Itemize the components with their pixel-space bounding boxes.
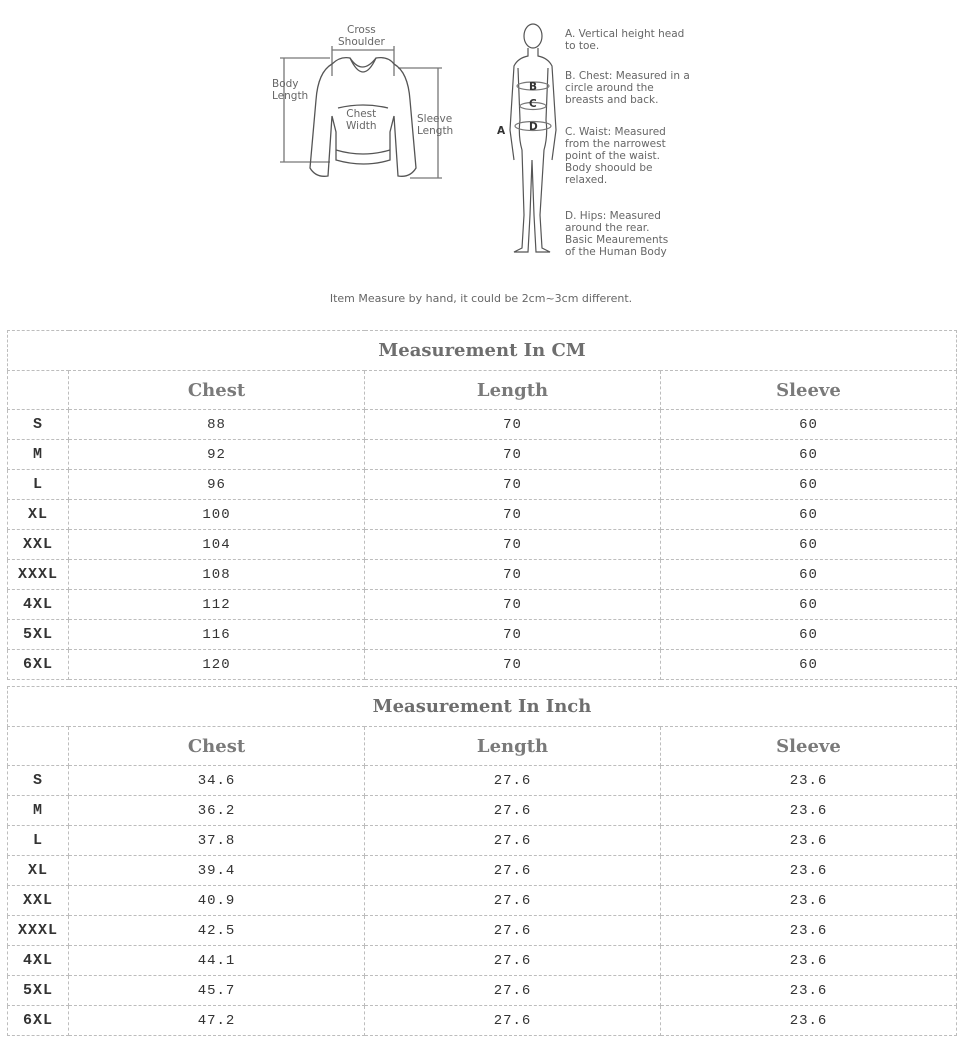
note-d-text: D. Hips: Measured around the rear. Basic Meaurements of the Human Body xyxy=(565,210,669,258)
marker-a: A xyxy=(497,125,506,137)
size-label: XL xyxy=(8,500,69,530)
chest-value: 40.9 xyxy=(69,886,365,916)
measure-note: Item Measure by hand, it could be 2cm~3cm different. xyxy=(329,292,633,305)
sleeve-value: 60 xyxy=(661,560,957,590)
table-row xyxy=(8,796,957,826)
length-value: 27.6 xyxy=(365,916,661,946)
table-row xyxy=(8,410,957,440)
size-label: XXL xyxy=(8,530,69,560)
sleeve-value: 23.6 xyxy=(661,916,957,946)
size-label: L xyxy=(8,826,69,856)
chest-value: 42.5 xyxy=(69,916,365,946)
size-label: S xyxy=(8,410,69,440)
cm-size-table xyxy=(7,330,957,680)
sleeve-value: 23.6 xyxy=(661,796,957,826)
table-row xyxy=(8,650,957,680)
size-label: S xyxy=(8,766,69,796)
chest-value: 116 xyxy=(69,620,365,650)
body-length-label: Body Length xyxy=(272,78,309,102)
chest-value: 120 xyxy=(69,650,365,680)
sleeve-value: 60 xyxy=(661,470,957,500)
sleeve-value: 60 xyxy=(661,590,957,620)
chest-value: 39.4 xyxy=(69,856,365,886)
chest-value: 44.1 xyxy=(69,946,365,976)
cm-header-sleeve: Sleeve xyxy=(661,371,957,410)
chest-value: 108 xyxy=(69,560,365,590)
cm-header-chest: Chest xyxy=(69,371,365,410)
length-value: 27.6 xyxy=(365,1006,661,1036)
measurement-diagram xyxy=(0,0,962,320)
sleeve-value: 23.6 xyxy=(661,1006,957,1036)
chest-value: 96 xyxy=(69,470,365,500)
sleeve-value: 60 xyxy=(661,500,957,530)
length-value: 27.6 xyxy=(365,946,661,976)
length-value: 27.6 xyxy=(365,886,661,916)
size-label: 5XL xyxy=(8,976,69,1006)
marker-c: C xyxy=(529,98,537,110)
sleeve-value: 60 xyxy=(661,440,957,470)
sleeve-length-label: Sleeve Length xyxy=(417,113,454,137)
cm-header-size xyxy=(8,371,69,410)
sleeve-value: 23.6 xyxy=(661,976,957,1006)
inch-size-table xyxy=(7,686,957,1036)
chest-value: 88 xyxy=(69,410,365,440)
sleeve-value: 23.6 xyxy=(661,886,957,916)
length-value: 70 xyxy=(365,440,661,470)
length-value: 27.6 xyxy=(365,976,661,1006)
sleeve-value: 23.6 xyxy=(661,766,957,796)
note-c-text: C. Waist: Measured from the narrowest point of the waist. Body shoould be relaxed. xyxy=(565,126,666,186)
size-label: 4XL xyxy=(8,590,69,620)
table-row xyxy=(8,946,957,976)
chest-value: 34.6 xyxy=(69,766,365,796)
length-value: 27.6 xyxy=(365,856,661,886)
table-row xyxy=(8,440,957,470)
size-label: XXXL xyxy=(8,560,69,590)
cm-header-length: Length xyxy=(365,371,661,410)
length-value: 27.6 xyxy=(365,826,661,856)
chest-value: 36.2 xyxy=(69,796,365,826)
inch-table-title: Measurement In Inch xyxy=(8,687,957,727)
size-label: 6XL xyxy=(8,1006,69,1036)
sleeve-value: 23.6 xyxy=(661,826,957,856)
length-value: 70 xyxy=(365,410,661,440)
table-row xyxy=(8,500,957,530)
chest-value: 45.7 xyxy=(69,976,365,1006)
size-label: XXXL xyxy=(8,916,69,946)
sleeve-value: 60 xyxy=(661,530,957,560)
inch-header-size xyxy=(8,727,69,766)
table-row xyxy=(8,1006,957,1036)
length-value: 70 xyxy=(365,590,661,620)
length-value: 70 xyxy=(365,650,661,680)
sleeve-value: 60 xyxy=(661,410,957,440)
chest-value: 100 xyxy=(69,500,365,530)
size-label: 4XL xyxy=(8,946,69,976)
length-value: 70 xyxy=(365,620,661,650)
table-row xyxy=(8,470,957,500)
table-row xyxy=(8,976,957,1006)
table-row xyxy=(8,590,957,620)
table-row xyxy=(8,530,957,560)
length-value: 70 xyxy=(365,560,661,590)
cm-table-title: Measurement In CM xyxy=(8,331,957,371)
chest-value: 37.8 xyxy=(69,826,365,856)
marker-b: B xyxy=(529,81,538,93)
length-value: 27.6 xyxy=(365,766,661,796)
size-label: XL xyxy=(8,856,69,886)
sleeve-value: 23.6 xyxy=(661,856,957,886)
size-label: M xyxy=(8,440,69,470)
note-a-text: A. Vertical height head to toe. xyxy=(565,28,685,52)
sleeve-value: 60 xyxy=(661,650,957,680)
size-label: 6XL xyxy=(8,650,69,680)
table-row xyxy=(8,886,957,916)
note-b-text: B. Chest: Measured in a circle around the breasts and back. xyxy=(565,70,690,106)
inch-header-length: Length xyxy=(365,727,661,766)
marker-d: D xyxy=(529,121,538,133)
length-value: 70 xyxy=(365,500,661,530)
size-label: M xyxy=(8,796,69,826)
chest-value: 104 xyxy=(69,530,365,560)
length-value: 27.6 xyxy=(365,796,661,826)
table-row xyxy=(8,826,957,856)
table-row xyxy=(8,766,957,796)
table-row xyxy=(8,620,957,650)
sleeve-value: 23.6 xyxy=(661,946,957,976)
table-row xyxy=(8,856,957,886)
size-label: 5XL xyxy=(8,620,69,650)
cross-shoulder-label: Cross Shoulder xyxy=(338,24,385,48)
chest-value: 47.2 xyxy=(69,1006,365,1036)
size-label: XXL xyxy=(8,886,69,916)
inch-header-sleeve: Sleeve xyxy=(661,727,957,766)
human-body-figure-icon xyxy=(500,20,560,255)
sleeve-value: 60 xyxy=(661,620,957,650)
chest-width-label: Chest Width xyxy=(346,108,377,132)
chest-value: 92 xyxy=(69,440,365,470)
inch-header-chest: Chest xyxy=(69,727,365,766)
length-value: 70 xyxy=(365,530,661,560)
size-label: L xyxy=(8,470,69,500)
table-row xyxy=(8,916,957,946)
chest-value: 112 xyxy=(69,590,365,620)
table-row xyxy=(8,560,957,590)
length-value: 70 xyxy=(365,470,661,500)
